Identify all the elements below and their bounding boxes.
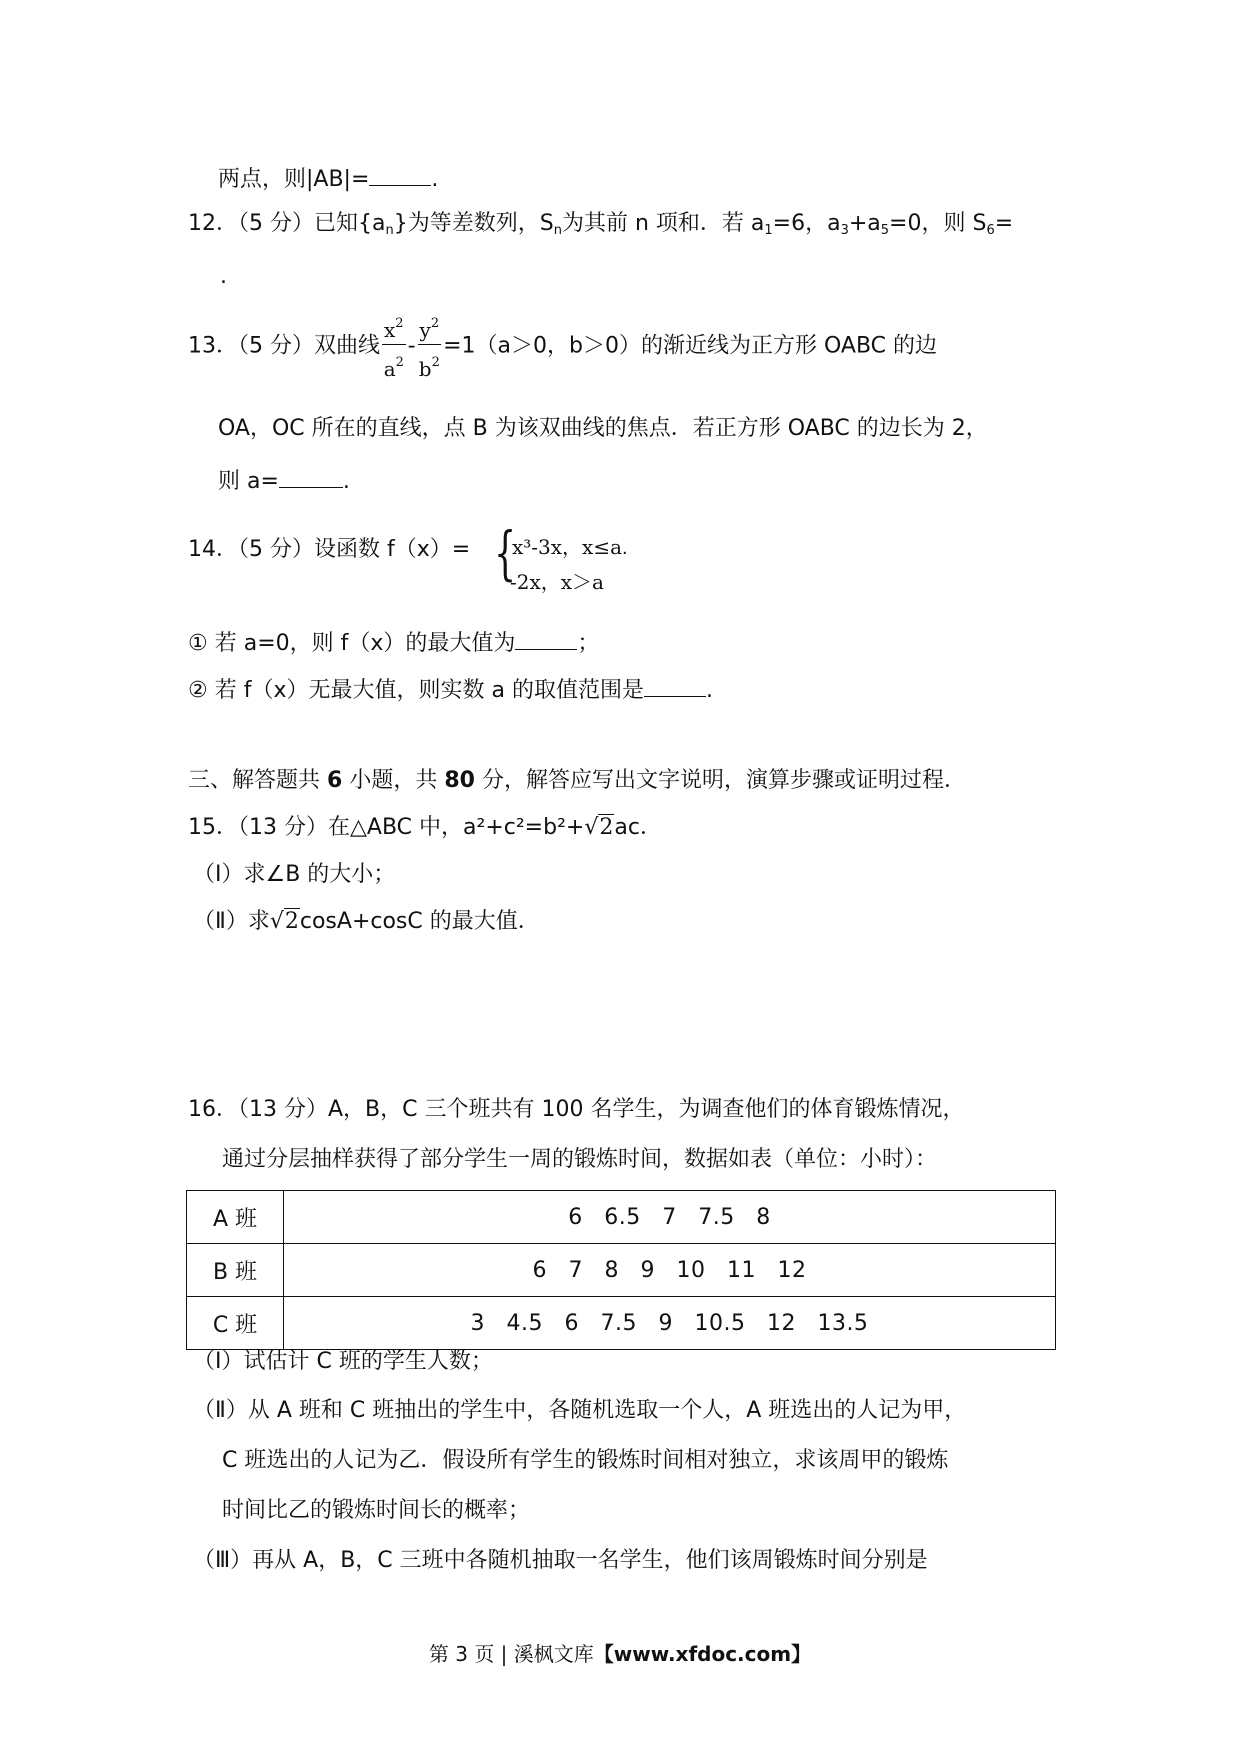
question-14-part1: ① 若 a=0，则 f（x）的最大值为 ； [188, 627, 599, 659]
time-values: 6 7 8 9 10 11 12 [284, 1244, 1056, 1297]
class-label: B 班 [187, 1244, 284, 1297]
q11-tail: 两点，则|AB|= . [218, 163, 438, 195]
fraction-y2-b2: $\frac{y^2}{b^2}$ [418, 312, 442, 381]
time-values: 3 4.5 6 7.5 9 10.5 12 13.5 [284, 1297, 1056, 1350]
class-label: C 班 [187, 1297, 284, 1350]
footer-brand: 【www.xfdoc.com】 [593, 1642, 812, 1666]
answer-blank [644, 674, 706, 697]
fraction-x2-a2: $\frac{x^2}{a^2}$ [382, 312, 406, 381]
question-14: 14．（5 分）设函数 f（x）= [188, 537, 471, 562]
question-12-cont: . [220, 264, 227, 289]
question-16-part2-line2: C 班选出的人记为乙．假设所有学生的锻炼时间相对独立，求该周甲的锻炼 [222, 1448, 949, 1473]
question-15-part2: （Ⅱ）求√2cosA+cosC 的最大值． [193, 907, 540, 937]
question-15: 15．（13 分）在△ABC 中，a²+c²=b²+√2ac． [188, 813, 662, 843]
section-3-heading: 三、解答题共 6 小题，共 80 分，解答应写出文字说明，演算步骤或证明过程． [188, 768, 966, 793]
page-footer: 第 3 页 | 溪枫文库【www.xfdoc.com】 [428, 1642, 812, 1666]
question-12: 12．（5 分）已知$\{a_n\}$为等差数列，$S_n$为其前 n 项和．若 $a_1=6$，$a_3+a_5=0$，则 $S_6=$ [188, 211, 1014, 238]
question-14-part2: ② 若 f（x）无最大值，则实数 a 的取值范围是 . [188, 674, 713, 706]
time-values: 6 6.5 7 7.5 8 [284, 1191, 1056, 1244]
sqrt-2: √2 [584, 815, 614, 840]
question-15-part1: （Ⅰ）求∠B 的大小； [193, 862, 396, 887]
question-16-part1: （Ⅰ）试估计 C 班的学生人数； [193, 1349, 493, 1374]
answer-blank [515, 627, 577, 650]
answer-blank [279, 465, 343, 488]
question-13-line3: 则 a= . [218, 465, 350, 497]
table-row [187, 1191, 1056, 1244]
question-13: 13．（5 分）双曲线 $\frac{x^2}{a^2}$ - $\frac{y^2}{b^2}$ =1（a＞0，b＞0）的渐近线为正方形 OABC 的边 [188, 312, 937, 381]
table-row [187, 1244, 1056, 1297]
answer-blank [369, 163, 431, 186]
question-16-part3-line1: （Ⅲ）再从 A，B，C 三班中各随机抽取一名学生，他们该周锻炼时间分别是 [193, 1548, 928, 1573]
piecewise-case-1: x³-3x，x≤a. [512, 535, 628, 559]
question-16-part2-line3: 时间比乙的锻炼时间长的概率； [222, 1498, 531, 1523]
question-16-line2: 通过分层抽样获得了部分学生一周的锻炼时间，数据如表（单位：小时）： [222, 1147, 938, 1172]
class-label: A 班 [187, 1191, 284, 1244]
question-13-line2: OA，OC 所在的直线，点 B 为该双曲线的焦点．若正方形 OABC 的边长为 2， [218, 416, 988, 441]
question-16: 16．（13 分）A，B，C 三个班共有 100 名学生，为调查他们的体育锻炼情况， [188, 1097, 965, 1122]
exercise-time-table [186, 1190, 1056, 1350]
piecewise-case-2: -2x，x＞a [510, 570, 604, 594]
table-row [187, 1297, 1056, 1350]
piecewise-brace: { [494, 519, 517, 587]
question-16-part2-line1: （Ⅱ）从 A 班和 C 班抽出的学生中，各随机选取一个人，A 班选出的人记为甲， [193, 1398, 967, 1423]
sqrt-2: √2 [269, 909, 299, 934]
